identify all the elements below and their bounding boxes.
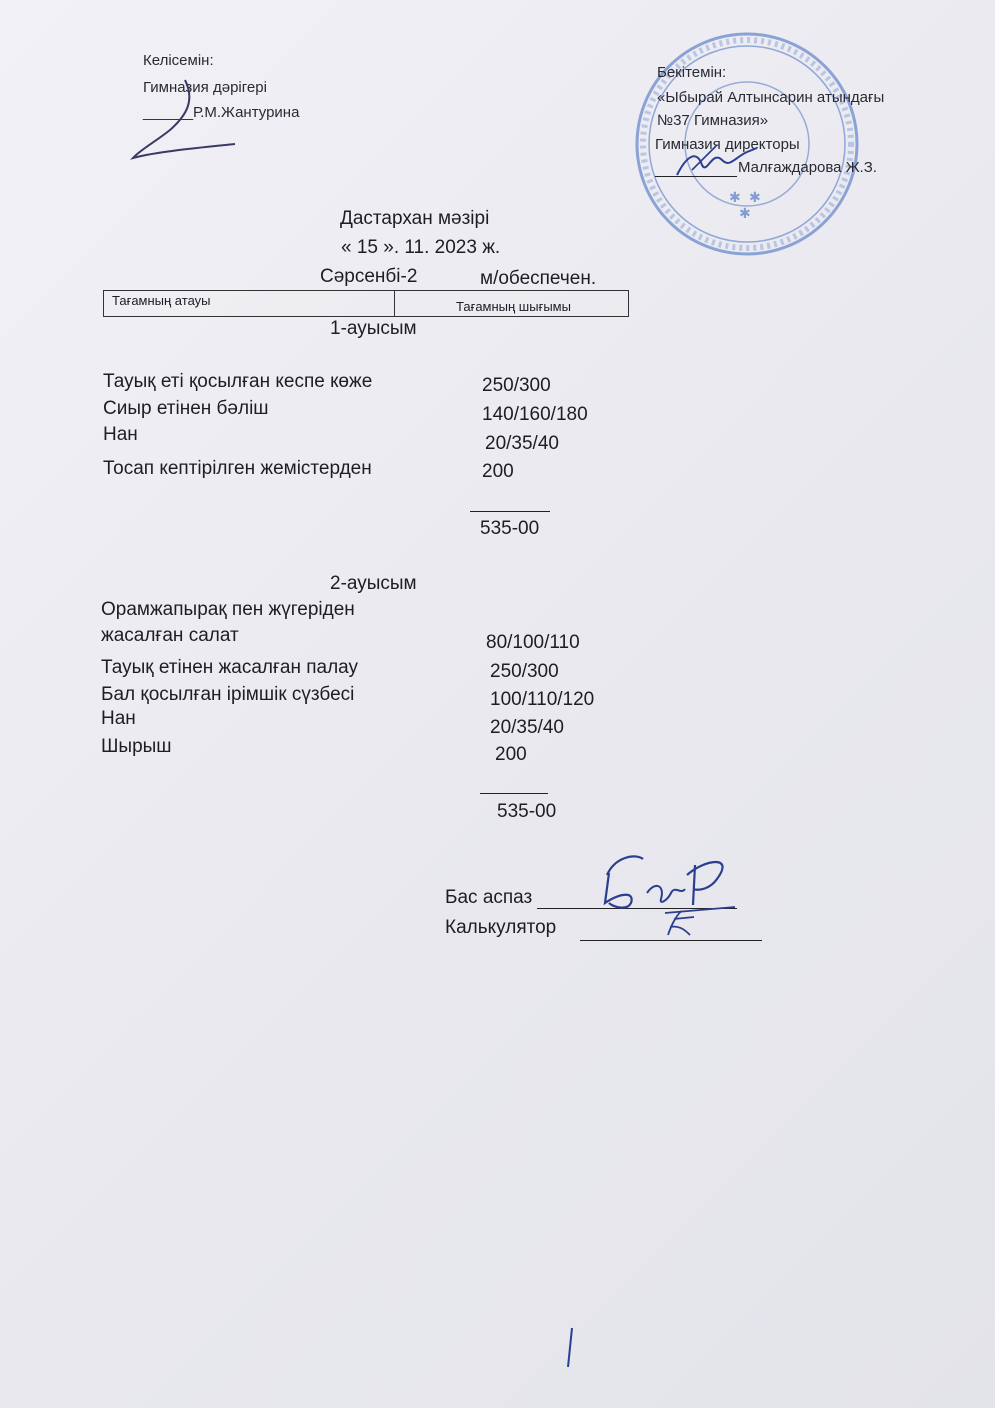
shift1-label: 1-ауысым bbox=[330, 318, 417, 339]
shift2-item-5-name: Нан bbox=[101, 708, 136, 729]
doctor-signature bbox=[125, 60, 245, 170]
table-header-col1 bbox=[104, 291, 395, 316]
shift1-total: 535-00 bbox=[480, 518, 540, 539]
shift1-item-3-qty: 20/35/40 bbox=[485, 433, 559, 454]
shift2-item-2-qty: 80/100/110 bbox=[486, 632, 580, 653]
svg-text:✱: ✱ bbox=[739, 205, 751, 221]
approval-left-line3: ______Р.М.Жантурина bbox=[143, 104, 300, 121]
shift2-item-3-qty: 250/300 bbox=[490, 661, 559, 682]
menu-day: Сәрсенбі-2 bbox=[320, 266, 418, 287]
shift1-item-1-qty: 250/300 bbox=[482, 375, 551, 396]
menu-date: « 15 ». 11. 2023 ж. bbox=[341, 237, 501, 258]
approval-right-line3: №37 Гимназия» bbox=[657, 112, 769, 129]
svg-text:✱: ✱ bbox=[749, 189, 761, 205]
shift1-item-2-qty: 140/160/180 bbox=[482, 404, 588, 425]
shift2-item-3-name: Тауық етінен жасалған палау bbox=[101, 657, 359, 678]
chef-label: Бас аспаз bbox=[445, 887, 533, 908]
table-header bbox=[103, 290, 629, 317]
shift1-item-1-name: Тауық еті қосылған кеспе көже bbox=[103, 371, 373, 392]
calculator-signature bbox=[660, 905, 700, 940]
shift2-item-6-name: Шырыш bbox=[101, 736, 172, 757]
shift2-item-5-qty: 20/35/40 bbox=[490, 717, 564, 738]
shift1-item-3-name: Нан bbox=[103, 424, 138, 445]
shift2-item-6-qty: 200 bbox=[495, 744, 527, 765]
shift1-item-2-name: Сиыр етінен бәліш bbox=[103, 398, 269, 419]
menu-type: м/обеспечен. bbox=[480, 268, 597, 289]
table-header-col2-label: Тағамның шығымы bbox=[456, 299, 571, 314]
shift1-item-4-name: Тосап кептірілген жемістерден bbox=[103, 458, 372, 479]
pen-mark bbox=[560, 1325, 580, 1370]
approval-right-line1: Бекітемін: bbox=[657, 64, 727, 81]
menu-title: Дастархан мәзірі bbox=[340, 208, 490, 229]
shift1-item-4-qty: 200 bbox=[482, 461, 514, 482]
director-signature bbox=[672, 140, 762, 185]
calculator-signature-line bbox=[580, 940, 762, 941]
shift2-label: 2-ауысым bbox=[330, 573, 417, 594]
approval-left-line2: Гимназия дәрігері bbox=[143, 79, 267, 96]
approval-right-line5: Малғаждарова Ж.З. bbox=[738, 159, 877, 176]
shift2-item-4-qty: 100/110/120 bbox=[490, 689, 595, 710]
shift2-total: 535-00 bbox=[497, 801, 557, 822]
approval-right-line2: «Ыбырай Алтынсарин атындағы bbox=[657, 89, 885, 106]
shift2-item-2-name: жасалған салат bbox=[101, 625, 239, 646]
shift2-item-4-name: Бал қосылған ірімшік сүзбесі bbox=[101, 684, 355, 705]
table-header-col1-label: Тағамның атауы bbox=[112, 293, 211, 308]
shift2-total-line bbox=[480, 793, 548, 794]
svg-text:✱: ✱ bbox=[729, 189, 741, 205]
approval-right-line4: Гимназия директоры bbox=[655, 136, 800, 153]
approval-left-line1: Келісемін: bbox=[143, 52, 214, 69]
shift2-item-1-name: Орамжапырақ пен жүгеріден bbox=[101, 599, 355, 620]
shift1-total-line bbox=[470, 511, 550, 512]
calculator-label: Калькулятор bbox=[445, 917, 557, 938]
